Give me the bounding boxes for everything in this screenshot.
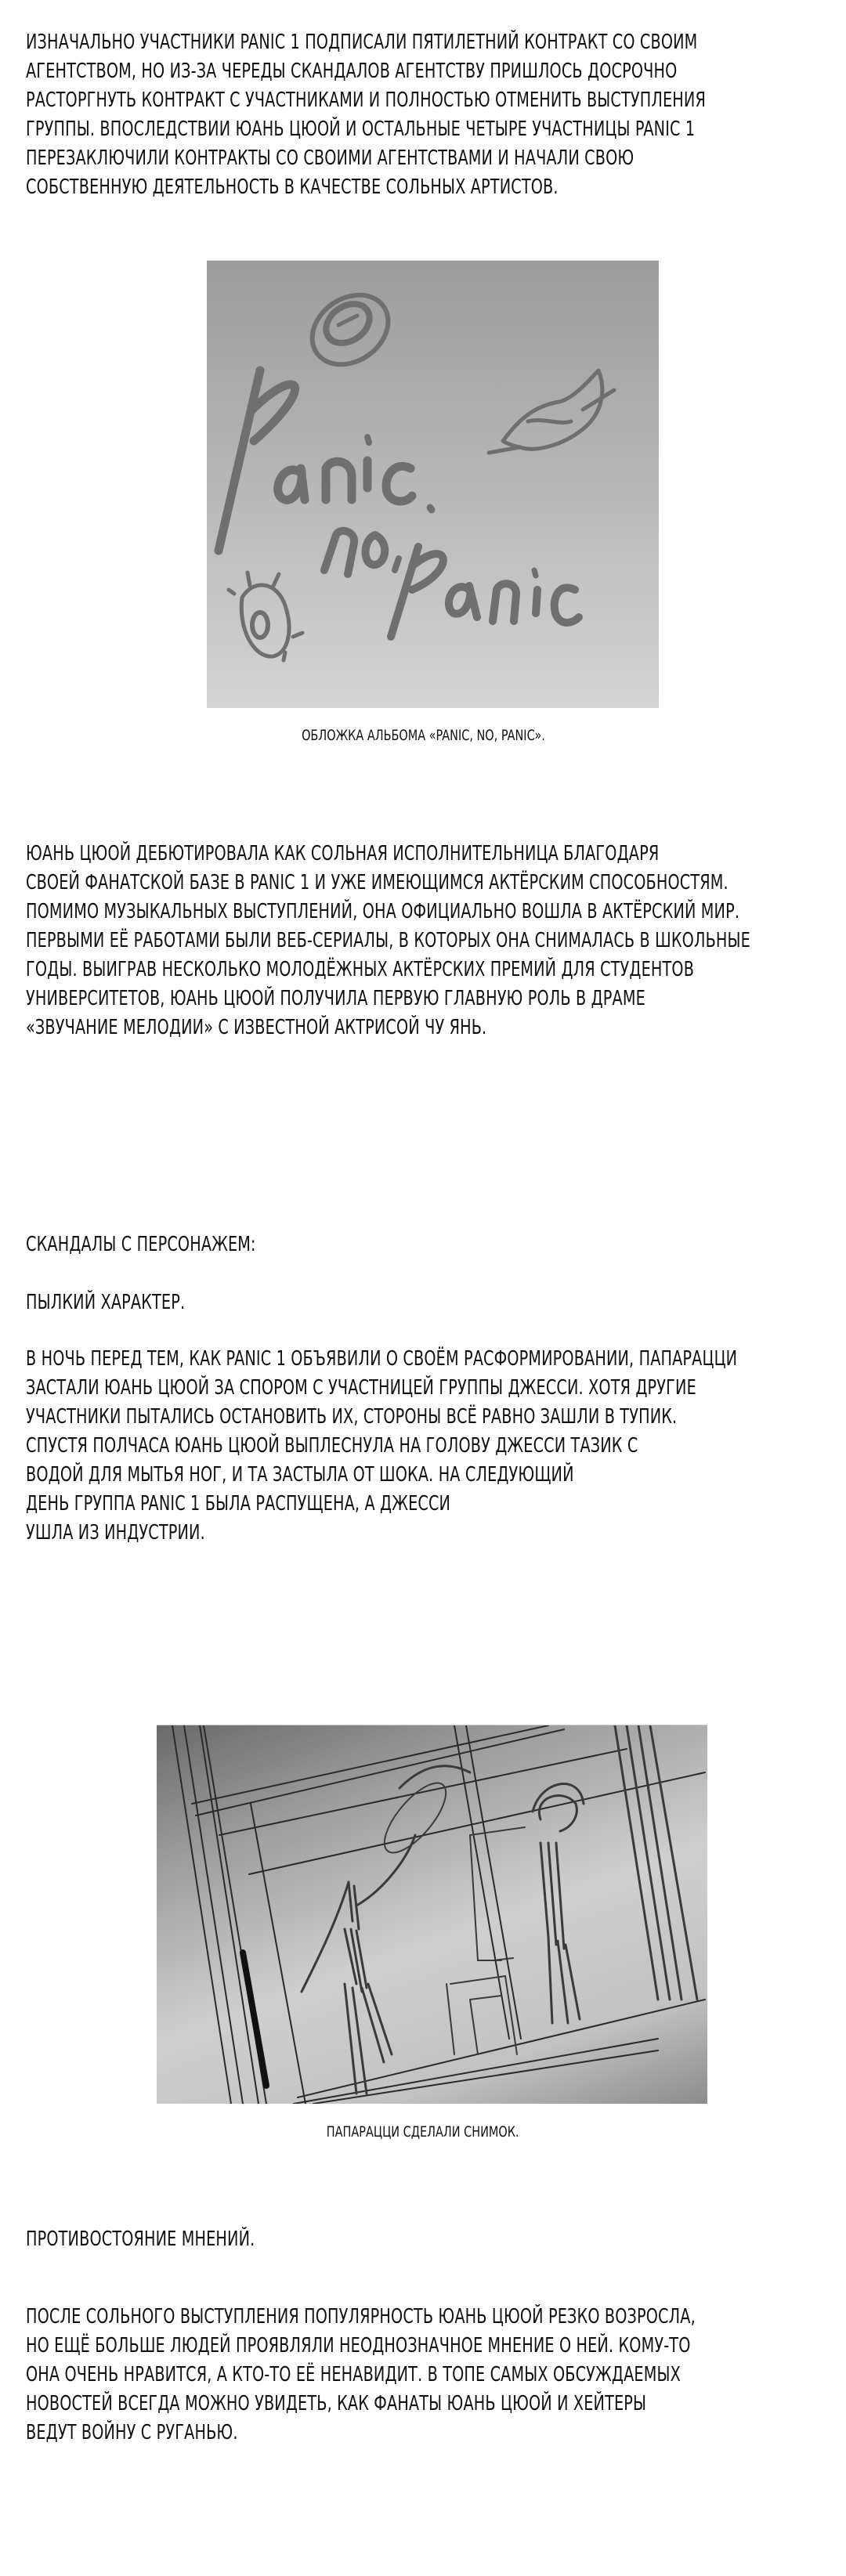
- button-doodle-icon: [298, 280, 401, 378]
- text-line: ВЕДУТ ВОЙНУ С РУГАНЬЮ.: [26, 2421, 238, 2444]
- paparazzi-sketch-image: [157, 1725, 707, 2104]
- eye-doodle-icon: [229, 573, 302, 660]
- window-frame: [172, 1725, 705, 2104]
- text-line: ПОМИМО МУЗЫКАЛЬНЫХ ВЫСТУПЛЕНИЙ, ОНА ОФИЦИАЛЬНО ВОШЛА В АКТЁРСКИЙ МИР.: [26, 900, 740, 923]
- text-line: РАСТОРГНУТЬ КОНТРАКТ С УЧАСТНИКАМИ И ПОЛНОСТЬЮ ОТМЕНИТЬ ВЫСТУПЛЕНИЯ: [26, 89, 706, 112]
- section-heading: СКАНДАЛЫ С ПЕРСОНАЖЕМ:: [26, 1233, 256, 1256]
- scandals-subheading: [26, 1287, 817, 1318]
- text-line: В НОЧЬ ПЕРЕД ТЕМ, КАК PANIC 1 ОБЪЯВИЛИ О СВОЁМ РАСФОРМИРОВАНИИ, ПАПАРАЦЦИ: [26, 1347, 738, 1371]
- text-line: НО ЕЩЁ БОЛЬШЕ ЛЮДЕЙ ПРОЯВЛЯЛИ НЕОДНОЗНАЧНОЕ МНЕНИЕ О НЕЙ. КОМУ-ТО: [26, 2334, 691, 2357]
- right-wall: [615, 1725, 697, 2000]
- album-cover-caption: [0, 725, 846, 746]
- handwritten-panic: [219, 370, 432, 551]
- handwritten-no-panic: [324, 531, 579, 637]
- text-line: СПУСТЯ ПОЛЧАСА ЮАНЬ ЦЮОЙ ВЫПЛЕСНУЛА НА ГОЛОВУ ДЖЕССИ ТАЗИК С: [26, 1434, 638, 1458]
- text-line: ПЕРЕЗАКЛЮЧИЛИ КОНТРАКТЫ СО СВОИМИ АГЕНТСТВАМИ И НАЧАЛИ СВОЮ: [26, 146, 634, 170]
- leaf-doodle-icon: [489, 370, 614, 453]
- paparazzi-caption: [0, 2122, 846, 2142]
- text-line: «ЗВУЧАНИЕ МЕЛОДИИ» С ИЗВЕСТНОЙ АКТРИСОЙ ЧУ ЯНЬ.: [26, 1016, 487, 1039]
- text-line: ДЕНЬ ГРУППА PANIC 1 БЫЛА РАСПУЩЕНА, А ДЖЕССИ: [26, 1492, 451, 1516]
- text-line: НОВОСТЕЙ ВСЕГДА МОЖНО УВИДЕТЬ, КАК ФАНАТЫ ЮАНЬ ЦЮОЙ И ХЕЙТЕРЫ: [26, 2392, 647, 2415]
- album-cover-drawing: [207, 261, 659, 708]
- text-line: ЮАНЬ ЦЮОЙ ДЕБЮТИРОВАЛА КАК СОЛЬНАЯ ИСПОЛНИТЕЛЬНИЦА БЛАГОДАРЯ: [26, 842, 660, 865]
- paparazzi-sketch-drawing: [157, 1725, 707, 2104]
- text-line: ВОДОЙ ДЛЯ МЫТЬЯ НОГ, И ТА ЗАСТЫЛА ОТ ШОКА. НА СЛЕДУЮЩИЙ: [26, 1463, 574, 1487]
- opinions-heading: [26, 2224, 817, 2255]
- section-heading: ПРОТИВОСТОЯНИЕ МНЕНИЙ.: [26, 2227, 255, 2251]
- caption-text: ОБЛОЖКА АЛЬБОМА «PANIC, NO, PANIC».: [301, 727, 545, 744]
- scandals-heading: [26, 1229, 817, 1260]
- right-figure: [533, 1784, 584, 2023]
- text-line: ЗАСТАЛИ ЮАНЬ ЦЮОЙ ЗА СПОРОМ С УЧАСТНИЦЕЙ ГРУППЫ ДЖЕССИ. ХОТЯ ДРУГИЕ: [26, 1376, 696, 1400]
- text-line: ПОСЛЕ СОЛЬНОГО ВЫСТУПЛЕНИЯ ПОПУЛЯРНОСТЬ ЮАНЬ ЦЮОЙ РЕЗКО ВОЗРОСЛА,: [26, 2305, 696, 2329]
- text-line: СОБСТВЕННУЮ ДЕЯТЕЛЬНОСТЬ В КАЧЕСТВЕ СОЛЬНЫХ АРТИСТОВ.: [26, 175, 559, 199]
- background-objects: [446, 1827, 525, 2054]
- text-line: СВОЕЙ ФАНАТСКОЙ БАЗЕ В PANIC 1 И УЖЕ ИМЕЮЩИМСЯ АКТЁРСКИМ СПОСОБНОСТЯМ.: [26, 871, 728, 894]
- door-handle: [243, 1953, 266, 2086]
- text-line: УЧАСТНИКИ ПЫТАЛИСЬ ОСТАНОВИТЬ ИХ, СТОРОНЫ ВСЁ РАВНО ЗАШЛИ В ТУПИК.: [26, 1405, 678, 1429]
- scandals-paragraph: [26, 1345, 817, 1548]
- text-line: АГЕНТСТВОМ, НО ИЗ-ЗА ЧЕРЕДЫ СКАНДАЛОВ АГЕНТСТВУ ПРИШЛОСЬ ДОСРОЧНО: [26, 60, 678, 83]
- text-line: ГРУППЫ. ВПОСЛЕДСТВИИ ЮАНЬ ЦЮОЙ И ОСТАЛЬНЫЕ ЧЕТЫРЕ УЧАСТНИЦЫ PANIC 1: [26, 117, 696, 141]
- text-line: УНИВЕРСИТЕТОВ, ЮАНЬ ЦЮОЙ ПОЛУЧИЛА ПЕРВУЮ ГЛАВНУЮ РОЛЬ В ДРАМЕ: [26, 987, 645, 1010]
- text-line: ИЗНАЧАЛЬНО УЧАСТНИКИ PANIC 1 ПОДПИСАЛИ ПЯТИЛЕТНИЙ КОНТРАКТ СО СВОИМ: [26, 31, 698, 54]
- intro-paragraph: [26, 28, 817, 202]
- section-subheading: ПЫЛКИЙ ХАРАКТЕР.: [26, 1291, 186, 1314]
- text-line: УШЛА ИЗ ИНДУСТРИИ.: [26, 1521, 205, 1545]
- caption-text: ПАПАРАЦЦИ СДЕЛАЛИ СНИМОК.: [327, 2123, 519, 2141]
- text-line: ОНА ОЧЕНЬ НРАВИТСЯ, А КТО-ТО ЕЁ НЕНАВИДИТ. В ТОПЕ САМЫХ ОБСУЖДАЕМЫХ: [26, 2363, 681, 2386]
- album-cover-image: [207, 260, 659, 708]
- text-line: ГОДЫ. ВЫИГРАВ НЕСКОЛЬКО МОЛОДЁЖНЫХ АКТЁРСКИХ ПРЕМИЙ ДЛЯ СТУДЕНТОВ: [26, 958, 695, 981]
- text-line: ПЕРВЫМИ ЕЁ РАБОТАМИ БЫЛИ ВЕБ-СЕРИАЛЫ, В КОТОРЫХ ОНА СНИМАЛАСЬ В ШКОЛЬНЫЕ: [26, 929, 750, 952]
- left-figure: [302, 1766, 470, 2094]
- opinions-paragraph: [26, 2303, 817, 2448]
- career-paragraph: [26, 840, 817, 1042]
